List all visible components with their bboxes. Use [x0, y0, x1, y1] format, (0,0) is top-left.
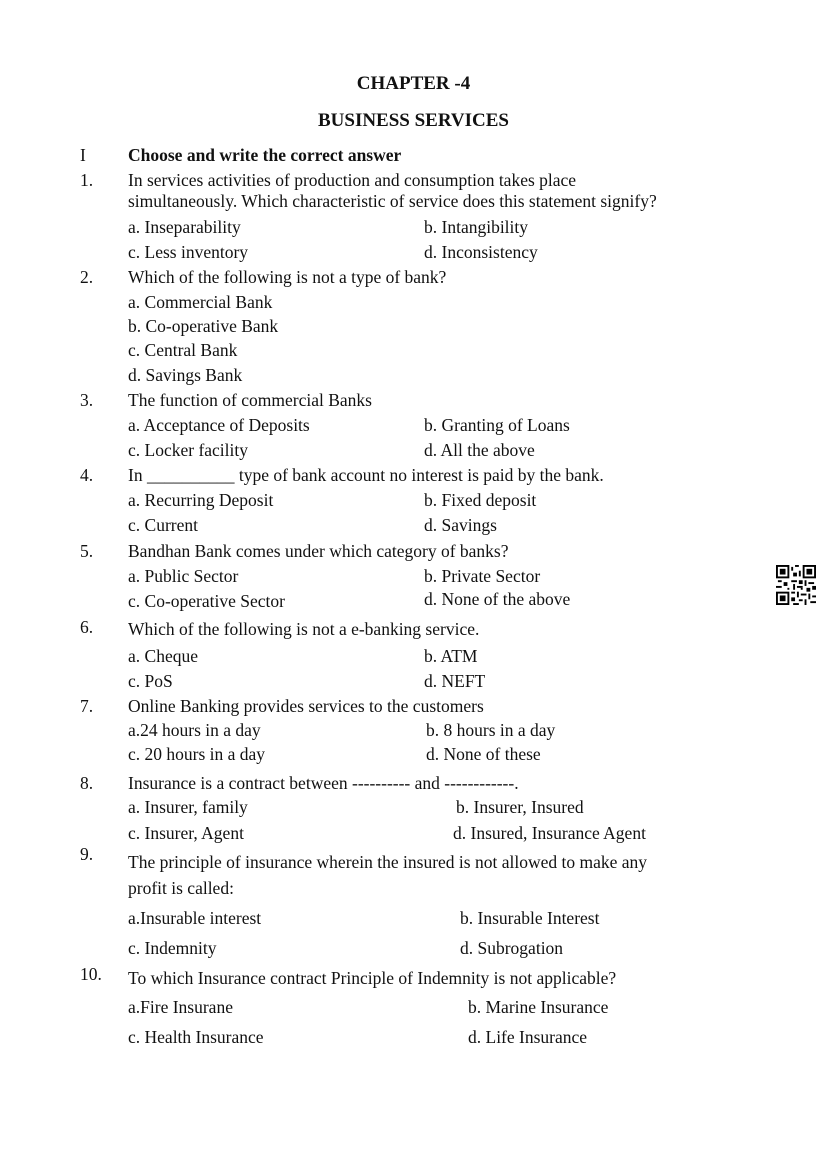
option: a. Cheque — [128, 646, 198, 666]
question-text: Which of the following is not a type of bank? — [128, 267, 447, 287]
question-number: 9. — [80, 844, 94, 864]
section-heading: Choose and write the correct answer — [128, 145, 402, 165]
question-text: In __________ type of bank account no interest is paid by the bank. — [128, 465, 604, 485]
option: d. None of these — [426, 744, 541, 764]
option: c. Insurer, Agent — [128, 823, 244, 843]
question-text: simultaneously. Which characteristic of service does this statement signify? — [128, 191, 657, 211]
option: a. Public Sector — [128, 566, 239, 586]
option: c. Less inventory — [128, 242, 249, 262]
question-text: Which of the following is not a e-banking service. — [128, 619, 480, 639]
question-number: 7. — [80, 696, 94, 716]
option: c. Central Bank — [128, 340, 238, 360]
question-text: Bandhan Bank comes under which category of banks? — [128, 541, 509, 561]
option: b. Intangibility — [424, 217, 529, 237]
option: c. Current — [128, 515, 198, 535]
option: b. Fixed deposit — [424, 490, 537, 510]
option: c. Health Insurance — [128, 1027, 264, 1047]
option: c. PoS — [128, 671, 173, 691]
question-number: 10. — [80, 964, 102, 984]
option: d. Subrogation — [460, 938, 564, 958]
option: d. Inconsistency — [424, 242, 538, 262]
page-title: BUSINESS SERVICES — [317, 110, 509, 131]
question-text: Insurance is a contract between ---------- and ------------. — [128, 773, 519, 793]
option: d. Insured, Insurance Agent — [453, 823, 646, 843]
question-text: The function of commercial Banks — [128, 390, 372, 410]
option: b. Insurer, Insured — [456, 797, 584, 817]
option: b. ATM — [424, 646, 478, 666]
option: d. Life Insurance — [468, 1027, 588, 1047]
section-number: I — [80, 145, 86, 165]
option: d. NEFT — [424, 671, 486, 691]
question-number: 1. — [80, 170, 94, 190]
option: b. Insurable Interest — [460, 908, 600, 928]
option: c. Locker facility — [128, 440, 249, 460]
question-text: profit is called: — [128, 878, 234, 898]
option: a. Acceptance of Deposits — [128, 415, 310, 435]
option: c. Indemnity — [128, 938, 217, 958]
option: a.Fire Insurane — [128, 997, 233, 1017]
question-text: Online Banking provides services to the customers — [128, 696, 484, 716]
option: a.24 hours in a day — [128, 720, 261, 740]
chapter-heading: CHAPTER -4 — [356, 73, 471, 94]
question-number: 4. — [80, 465, 94, 485]
qr-code-icon — [776, 565, 816, 605]
question-text: The principle of insurance wherein the insured is not allowed to make any — [128, 852, 648, 872]
option: d. None of the above — [424, 589, 571, 609]
option: c. 20 hours in a day — [128, 744, 266, 764]
option: a.Insurable interest — [128, 908, 262, 928]
option: b. 8 hours in a day — [426, 720, 556, 740]
option: a. Recurring Deposit — [128, 490, 274, 510]
question-number: 8. — [80, 773, 94, 793]
option: a. Insurer, family — [128, 797, 248, 817]
option: d. All the above — [424, 440, 535, 460]
question-number: 3. — [80, 390, 94, 410]
option: d. Savings Bank — [128, 365, 243, 385]
option: b. Granting of Loans — [424, 415, 570, 435]
option: d. Savings — [424, 515, 497, 535]
option: b. Marine Insurance — [468, 997, 609, 1017]
option: c. Co-operative Sector — [128, 591, 285, 611]
question-number: 6. — [80, 617, 94, 637]
option: b. Private Sector — [424, 566, 541, 586]
option: a. Inseparability — [128, 217, 241, 237]
question-text: In services activities of production and consumption takes place — [128, 170, 577, 190]
question-number: 5. — [80, 541, 94, 561]
question-text: To which Insurance contract Principle of Indemnity is not applicable? — [128, 968, 617, 988]
option: a. Commercial Bank — [128, 292, 273, 312]
question-number: 2. — [80, 267, 94, 287]
option: b. Co-operative Bank — [128, 316, 279, 336]
